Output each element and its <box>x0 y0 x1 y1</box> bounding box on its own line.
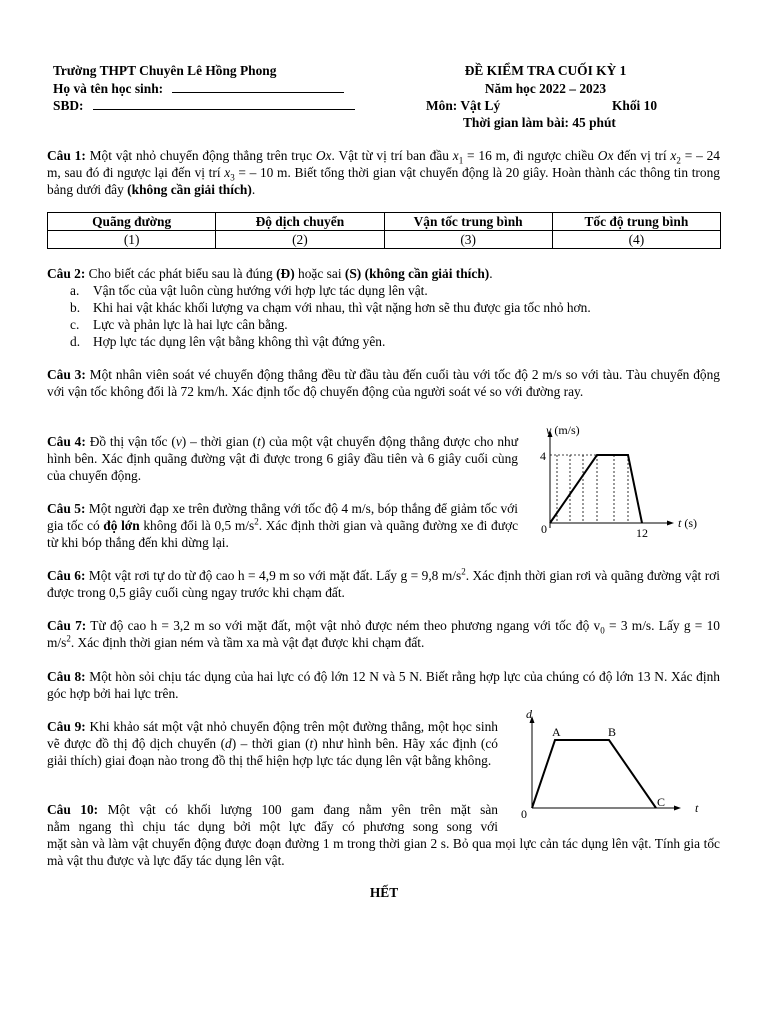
q6-text: Một vật rơi tự do từ độ cao h = 4,9 m so với mặt đất. Lấy g = 9,8 m/s <box>85 568 462 583</box>
question-10 <box>47 801 720 869</box>
q1-label: Câu 1: <box>47 148 86 163</box>
q1-text: đến vị trí <box>613 148 671 163</box>
question-2 <box>47 265 720 350</box>
q10-line2: nằm ngang thì chịu tác dụng bởi một lực đẩy có phương song song với <box>47 819 498 834</box>
dt-point-b: B <box>608 725 617 739</box>
q4-var-v: v <box>175 434 182 449</box>
q6-sup: 2 <box>461 566 466 577</box>
question-1 <box>47 147 720 198</box>
q7-label: Câu 7: <box>47 618 87 633</box>
q1-text: = – 24 m, sau đó đi ngược lại đến vị trí <box>47 148 720 180</box>
q3-text: Một nhân viên soát vé chuyển động thẳng đều từ đầu tàu đến cuối tàu với tốc độ 2 m/s so với tàu. Tàu chuyển động với vận tốc không đổi là 72 km/h. Xác định tốc độ chuyển động của người soát vé so với đường ray. <box>47 367 720 399</box>
q6-text: . Xác định thời gian rơi và quãng đường vật rơi được trong 0,5 giây cuối cùng ngay trước khi chạm đất. <box>47 568 720 600</box>
dt-curve <box>532 740 656 808</box>
q7-text: Từ độ cao h = 3,2 m so với mặt đất, một vật nhỏ được ném theo phương ngang với tốc độ v <box>86 618 601 633</box>
q1-x3-sub: 3 <box>230 172 235 183</box>
q1-axis: Ox <box>597 148 614 163</box>
q2-options <box>47 282 720 350</box>
question-5 <box>47 500 518 551</box>
table-row <box>48 231 721 249</box>
q1-text: = 16 m, đi ngược chiều <box>463 148 598 163</box>
q1-note: (không cần giải thích) <box>127 182 252 197</box>
q10-label: Câu 10: <box>47 802 99 817</box>
table-cell: (4) <box>552 231 720 249</box>
q1-text: . Vật từ vị trí ban đầu <box>331 148 453 163</box>
q10-line1 <box>47 801 498 818</box>
table-header: Vận tốc trung bình <box>384 213 552 231</box>
student-name-blank <box>172 80 344 93</box>
q2-false-mark: (S) <box>344 266 362 281</box>
dt-x-label: t <box>695 801 699 815</box>
q2-label: Câu 2: <box>47 266 86 281</box>
q7-text: = 3 m/s. Lấy g = 10 m/s <box>47 618 720 650</box>
table-header: Tốc độ trung bình <box>552 213 720 231</box>
table-header: Quãng đường <box>48 213 216 231</box>
vt-tick-12: 12 <box>636 526 648 540</box>
q9-text: ) – thời gian ( <box>231 736 310 751</box>
duration: Thời gian làm bài: 45 phút <box>463 115 616 130</box>
table-header-row <box>48 213 721 231</box>
table-cell: (3) <box>384 231 552 249</box>
q3-label: Câu 3: <box>47 367 86 382</box>
q8-text: Một hòn sỏi chịu tác dụng của hai lực có độ lớn 12 N và 5 N. Biết rằng hợp lực của chúng có độ lớn 13 N. Xác định góc hợp bởi hai lực trên. <box>47 669 720 701</box>
q5-text: không đổi là 0,5 m/s <box>139 518 255 533</box>
option-text: Khi hai vật khác khối lượng va chạm với nhau, thì vật nặng hơn sẽ thu được gia tốc nhỏ hơn. <box>93 300 591 315</box>
q1-text: . <box>251 182 256 197</box>
end-marker: HẾT <box>369 885 399 900</box>
q2-true-mark: (Đ) <box>276 266 295 281</box>
option-text: Lực và phản lực là hai lực cân bằng. <box>93 317 288 332</box>
q1-x1: x <box>452 148 459 163</box>
dt-point-c: C <box>657 795 666 809</box>
student-name-label: Họ và tên học sinh: <box>53 81 164 96</box>
student-name-line <box>53 80 344 97</box>
list-item <box>70 299 720 316</box>
q2-text: . <box>489 266 493 281</box>
q5-text: Một người đạp xe trên đường thẳng với tốc độ 4 m/s, bóp thắng để giảm tốc với gia tốc có <box>47 501 518 533</box>
q9-var-d: d <box>225 736 232 751</box>
question-3 <box>47 366 720 400</box>
option-label: a. <box>70 283 80 298</box>
option-text: Vận tốc của vật luôn cùng hướng với hợp lực tác dụng lên vật. <box>93 283 428 298</box>
q8-label: Câu 8: <box>47 669 86 684</box>
q9-label: Câu 9: <box>47 719 86 734</box>
q4-var-t: t <box>257 434 261 449</box>
q9-text: Khi khảo sát một vật nhỏ chuyển động trên một đường thẳng, một học sinh vẽ được đồ thị độ dịch chuyển ( <box>47 719 498 751</box>
q2-text: Cho biết các phát biểu sau là đúng <box>85 266 277 281</box>
dt-point-a: A <box>552 725 561 739</box>
table-cell: (2) <box>216 231 384 249</box>
q5-sup: 2 <box>254 516 259 527</box>
q7-sup: 2 <box>66 633 71 644</box>
dt-y-label: d <box>526 707 532 721</box>
question-7 <box>47 617 720 651</box>
vt-x-arrow <box>667 521 674 526</box>
q5-label: Câu 5: <box>47 501 86 516</box>
q4-text: Đồ thị vận tốc ( <box>85 434 176 449</box>
vt-x-label: t (s) <box>678 516 698 530</box>
q4-label: Câu 4: <box>47 434 86 449</box>
school-name: Trường THPT Chuyên Lê Hồng Phong <box>53 63 277 78</box>
q1-text: = – 10 m. Biết tổng thời gian vật chuyển động là 20 giây. Hoàn thành các thông tin trong bảng dưới đây <box>47 165 720 197</box>
option-text: Hợp lực tác dụng lên vật bằng không thì vật đứng yên. <box>93 334 386 349</box>
q5-emphasis: độ lớn <box>103 518 140 533</box>
q10-rest: mặt sàn và làm vật chuyển động được đoạn đường 1 m trong thời gian 2 s. Bỏ qua mọi lực cản tác dụng lên vật. Tính gia tốc mà vật thu được và lực đẩy tác dụng lên vật. <box>47 836 720 868</box>
subject: Môn: Vật Lý <box>426 98 501 113</box>
vt-y-label: v (m/s) <box>546 423 580 437</box>
option-label: d. <box>70 334 81 349</box>
q1-x3: x <box>224 165 231 180</box>
q4-text: ) – thời gian ( <box>181 434 258 449</box>
vt-origin: 0 <box>541 522 547 536</box>
option-label: c. <box>70 317 80 332</box>
q1-axis: Ox <box>315 148 332 163</box>
question-6 <box>47 567 720 601</box>
velocity-time-graph <box>530 418 720 544</box>
grade: Khối 10 <box>612 98 658 113</box>
vt-tick-4: 4 <box>540 449 546 463</box>
q1-text: Một vật nhỏ chuyển động thẳng trên trục <box>85 148 316 163</box>
question-8 <box>47 668 720 702</box>
list-item <box>70 282 720 299</box>
exam-title: ĐỀ KIỂM TRA CUỐI KỲ 1 <box>464 63 627 78</box>
list-item <box>70 333 720 350</box>
q2-text: hoặc sai <box>294 266 345 281</box>
q7-sub: 0 <box>600 625 605 636</box>
school-year: Năm học 2022 – 2023 <box>484 81 607 96</box>
sbd-blank <box>93 97 355 110</box>
list-item <box>70 316 720 333</box>
question-4 <box>47 433 518 484</box>
q1-x2-sub: 2 <box>676 155 681 166</box>
q7-text: . Xác định thời gian ném và tầm xa mà vật đạt được khi chạm đất. <box>70 635 425 650</box>
sbd-label: SBD: <box>53 98 84 113</box>
option-label: b. <box>70 300 81 315</box>
q2-note: (không cần giải thích) <box>364 266 490 281</box>
q1-table <box>47 212 721 249</box>
q9-text: ) như hình bên. Hãy xác định (có giải thích) giai đoạn nào trong đồ thị thể hiện hợp lực tác dụng lên vật bằng không. <box>47 736 498 768</box>
sbd-line <box>53 97 355 114</box>
q1-x2: x <box>670 148 677 163</box>
q1-x1-sub: 1 <box>458 155 464 166</box>
q9-var-t: t <box>309 736 314 751</box>
table-cell: (1) <box>48 231 216 249</box>
q10-text: Một vật có khối lượng 100 gam đang nằm yên trên mặt sàn <box>98 802 498 817</box>
q6-label: Câu 6: <box>47 568 86 583</box>
q5-text: . Xác định thời gian và quãng đường xe đi được từ khi bóp thắng đến khi dừng lại. <box>47 518 519 550</box>
table-header: Độ dịch chuyển <box>216 213 384 231</box>
question-9 <box>47 718 498 769</box>
q4-text: ) của một vật chuyển động thẳng được cho như hình bên. Xác định quãng đường vật đi được trong 6 giây đầu tiên và 6 giây cuối cùng của chuyển động. <box>47 434 518 483</box>
dt-origin: 0 <box>521 807 527 821</box>
